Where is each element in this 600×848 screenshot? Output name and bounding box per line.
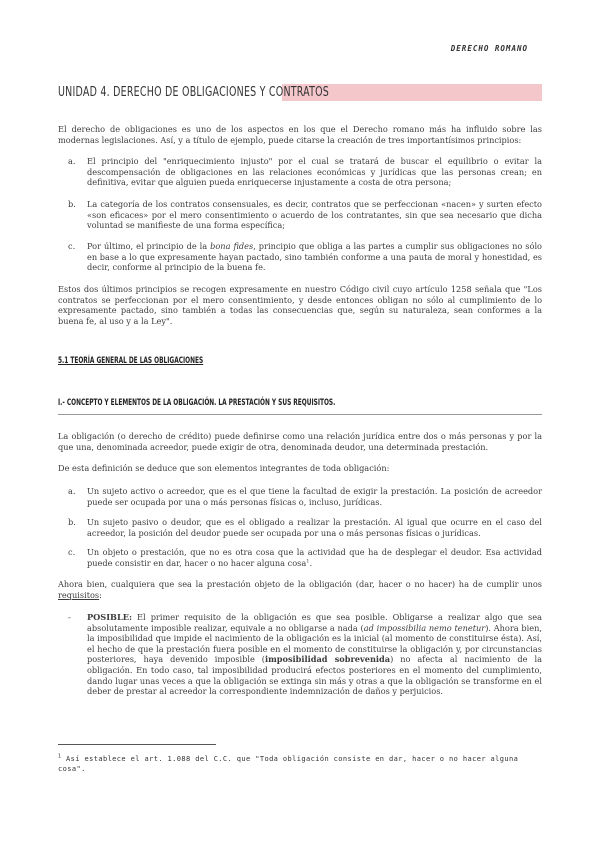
bold-term: imposibilidad sobrevenida [264,654,391,665]
list-item-text: Por último, el principio de la bona fides, principio que obliga a las partes a cumplir sus obligaciones no sólo en base a lo que expresamente hayan pactado, sino también conforme a una pauta de moral y honestidad, es decir, conforme al principio de la buena fe. [87,241,542,273]
code-citation-paragraph: Estos dos últimos principios se recogen expresamente en nuestro Código civil cuyo artículo 1258 señala que "Los contratos se perfeccionan por el mero consentimiento, y desde entonces obligan no sólo al cumplimiento de lo expresamente pactado, sino también a todas las consecuencias que, según su naturaleza, sean conformes a la buena fe, al uso y a la Ley". [58,284,542,326]
requirements-word: requisitos [58,589,100,600]
list-marker: c. [68,241,76,251]
list-item-text: Un sujeto pasivo o deudor, que es el obligado a realizar la prestación. Al igual que ocurre en el caso del acreedor, la posición del deudor puede ser ocupada por una o más personas físicas o jurídicas. [87,517,542,538]
requirement-label: POSIBLE: [87,612,132,622]
requirement-text: POSIBLE: El primer requisito de la obligación es que sea posible. Obligarse a realizar algo que sea absolutamente imposible realizar, equivale a no obligarse a nada (ad impossibilia nemo tenetur). Ahora bien, la imposibilidad que impide el nacimiento de la obligación es la inicial (al momento de constituirse ésta). Así, el hecho de que la prestación fuera posible en el momento de constituirse la obligación y, por circunstancias posteriores, haya devenido imposible (imposibilidad sobrevenida) no afecta al nacimiento de la obligación. En todo caso, tal imposibilidad producirá efectos posteriores en el momento del cumplimiento, dando lugar unas veces a que la obligación se extinga sin más y otras a que la obligación se transforme en el deber de prestar al acreedor la correspondiente indemnización de daños y perjuicios. [87,612,542,697]
list-item-text: Un objeto o prestación, que no es otra cosa que la actividad que ha de desplegar el deudor. Esa actividad puede consistir en dar, hacer o no hacer alguna cosa$^1$. [87,547,542,568]
section-title: 5.1 TEORÍA GENERAL DE LAS OBLIGACIONES [58,356,204,366]
dash-marker: - [68,612,71,622]
footnote: $^1$ Así establece el art. 1.088 del C.C. que "Toda obligación consiste en dar, hacer o no hacer alguna cosa". [58,753,519,773]
list-marker: b. [68,517,76,527]
subsection-divider [58,414,542,415]
footnote-mark: 1 [58,753,62,760]
unit-title: UNIDAD 4. DERECHO DE OBLIGACIONES Y CONTRATOS [58,84,330,100]
list-marker: c. [68,547,76,557]
list-marker: b. [68,199,76,209]
list-marker: a. [68,156,76,166]
footnote-separator [58,744,216,745]
requirements-lead: Ahora bien, cualquiera que sea la prestación objeto de la obligación (dar, hacer o no hacer) ha de cumplir unos requisitos: [58,579,542,600]
elements-lead: De esta definición se deduce que son elementos integrantes de toda obligación: [58,463,390,473]
list-marker: a. [68,486,76,496]
definition-paragraph: La obligación (o derecho de crédito) puede definirse como una relación jurídica entre dos o más personas y por la que una, denominada acreedor, puede exigir de otra, denominada deudor, una determinada prestación. [58,431,542,452]
latin-term: bona fides [210,241,254,251]
running-header: DERECHO ROMANO [450,44,528,53]
list-item-text: La categoría de los contratos consensuales, es decir, contratos que se perfeccionan «nacen» y surten efecto «son eficaces» por el mero consentimiento o acuerdo de los contratantes, sin que sea necesario que dicha voluntad se manifieste de una forma específica; [87,199,542,231]
latin-maxim: ad impossibilia nemo tenetur [363,622,486,633]
list-item-text: El principio del "enriquecimiento injusto" por el cual se tratará de buscar el equilibrio o evitar la descompensación de obligaciones en las relaciones económicas y jurídicas que las personas crean; en definitiva, evitar que alguien pueda enriquecerse injustamente a costa de otra persona; [87,156,542,188]
subsection-title: I.- CONCEPTO Y ELEMENTOS DE LA OBLIGACIÓN. LA PRESTACIÓN Y SUS REQUISITOS. [58,398,336,408]
unit-heading [58,84,542,104]
intro-paragraph: El derecho de obligaciones es uno de los aspectos en los que el Derecho romano más ha influido sobre las modernas legislaciones. Así, y a título de ejemplo, puede citarse la creación de tres importantísimos principios: [58,124,542,145]
list-item-text: Un sujeto activo o acreedor, que es el que tiene la facultad de exigir la prestación. La posición de acreedor puede ser ocupada por una o más personas físicas o, incluso, jurídicas. [87,486,542,507]
footnote-reference: 1 [306,557,310,564]
